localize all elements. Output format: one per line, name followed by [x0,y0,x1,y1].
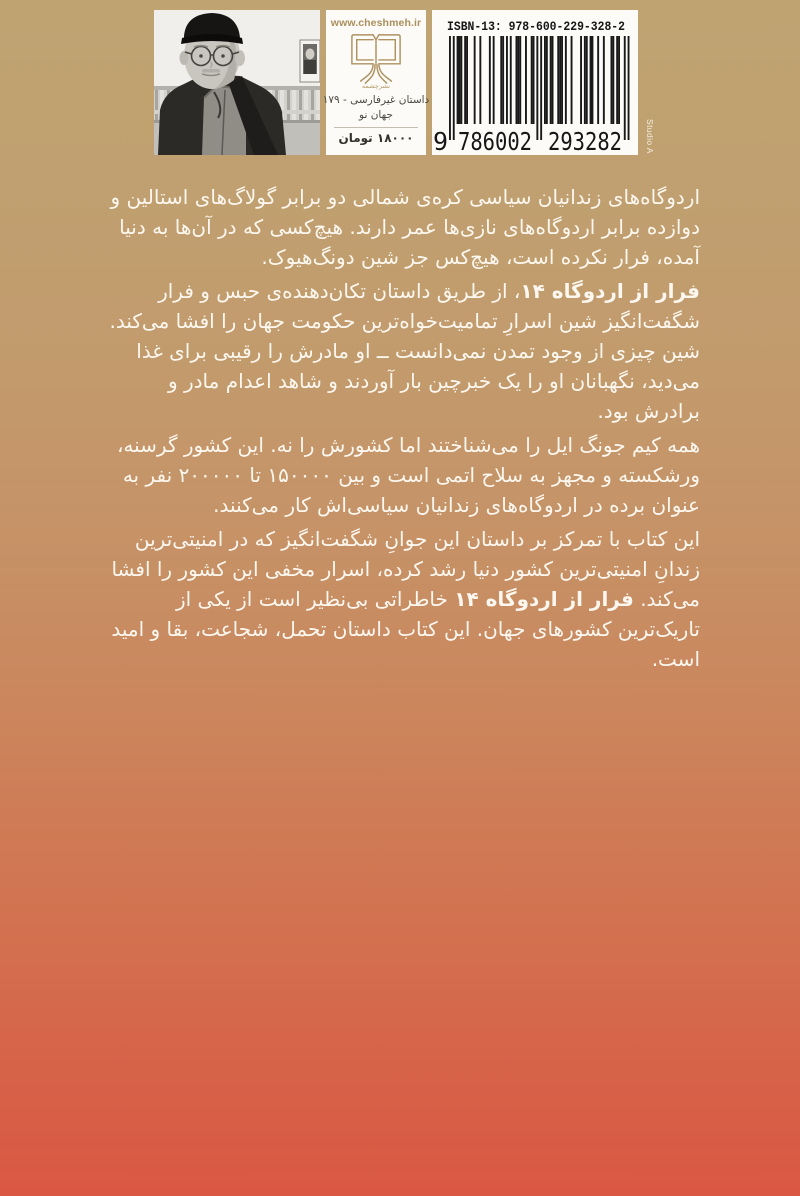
publisher-panel [322,10,430,155]
author-photo [154,10,320,155]
publisher-name: نشرچشمه [361,82,391,90]
cheshmeh-logo-icon [346,31,406,85]
paragraph: این کتاب با تمرکز بر داستان این جوانِ شگفت‌انگیز که در امنیتی‌ترین زندانِ امنیتی‌ترین کشور دنیا رشد کرده، اسرار مخفی این کشور را افشا می‌کند. فرار از اردوگاه ۱۴ خاطراتی بی‌نظیر است از یکی از تاریک‌ترین کشورهای جهان. این کتاب داستان تحمل، شجاعت، بقا و امید است. [111,527,700,671]
paragraph: اردوگاه‌های زندانیان سیاسی کره‌ی شمالی دو برابر گولاگ‌های استالین و دوازده برابر اردوگاه‌های نازی‌ها عمر دارند. هیچ‌کسی که در آن‌ها به دنیا آمده، فرار نکرده است، هیچ‌کس جز شین دونگ‌هیوک. [110,185,700,269]
barcode-digits-right: 293282 [548,127,622,155]
publisher-website: www.cheshmeh.ir [330,17,422,29]
barcode-digits-left: 786002 [458,127,532,155]
leader-portrait [300,40,320,82]
price-label: ۱۸۰۰۰ تومان [338,131,414,145]
ean13-barcode [432,10,638,155]
barcode-panel [432,10,638,155]
collection-label: جهان نو [359,109,393,121]
paragraph: فرار از اردوگاه ۱۴، از طریق داستان تکان‌دهنده‌ی حبس و فرار شگفت‌انگیز شین اسرارِ تمامیت‌خواه‌ترین حکومت جهان را افشا می‌کند. شین چیزی از وجود تمدن نمی‌دانست ــ او مادرش را رقیبی برای غذا می‌دید، نگهبانان او را یک خبرچین بار آوردند و شاهد اعدام مادر و برادرش بود. [109,279,700,423]
studio-credit: Studio A [645,119,655,154]
back-cover-text [100,182,700,678]
price-divider [334,127,418,128]
series-label: داستان غیرفارسی - ۱۷۹ [322,94,430,106]
paragraph: همه کیم جونگ ایل را می‌شناختند اما کشورش را نه. این کشور گرسنه، ورشکسته و مجهز به سلاح اتمی است و بین ۱۵۰۰۰۰ تا ۲۰۰۰۰۰ نفر به عنوان برده در اردوگاه‌های زندانیان سیاسی‌اش کار می‌کنند. [116,433,700,517]
author-photo-graphic [154,10,320,155]
barcode-digit-9: 9 [433,127,449,155]
isbn-label: ISBN-13: 978-600-229-328-2 [447,20,625,34]
